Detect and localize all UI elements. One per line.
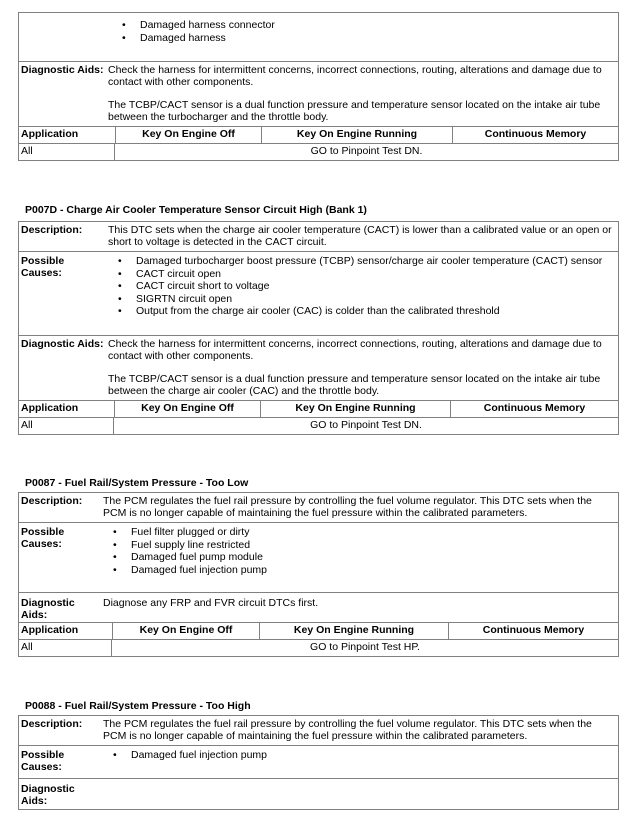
description-text: The PCM regulates the fuel rail pressure by controlling the fuel volume regulator. This DTC sets when the PCM is no longer capable of maintaining the fuel pressure within the calibrated parameters. xyxy=(103,718,592,742)
diagnostic-aids-label: Diagnostic Aids: xyxy=(21,64,104,76)
possible-causes-label: Possible Causes: xyxy=(21,526,65,550)
possible-causes-label: Possible Causes: xyxy=(21,255,65,279)
application-value: All xyxy=(19,418,114,434)
causes-row xyxy=(19,13,618,61)
continuous-memory-header: Continuous Memory xyxy=(448,623,618,639)
application-header-row xyxy=(19,126,618,143)
causes-list xyxy=(116,19,614,44)
application-value-row xyxy=(19,143,618,160)
description-text: The PCM regulates the fuel rail pressure by controlling the fuel volume regulator. This DTC sets when the PCM is no longer capable of maintaining the fuel pressure within the calibrated parameters. xyxy=(103,495,592,519)
koer-header: Key On Engine Running xyxy=(261,127,452,143)
p007d-table xyxy=(18,221,619,435)
diagnostic-aids-row xyxy=(19,335,618,400)
diagnostic-aids-text: Check the harness for intermittent concerns, incorrect connections, routing, alterations and damage due to contact with other components. The TCBP/CACT sensor is a dual function pressure and temperature sensor located on the intake air tube between the turbocharger and the throttle body. xyxy=(108,64,602,123)
list-item: • Fuel filter plugged or dirty xyxy=(107,526,614,539)
diagnostic-aids-text xyxy=(99,779,618,809)
application-header-row xyxy=(19,622,618,639)
list-item: • Damaged fuel injection pump xyxy=(107,749,614,762)
application-header: Application xyxy=(21,128,79,140)
application-value-row xyxy=(19,417,618,434)
description-text: This DTC sets when the charge air cooler temperature (CACT) is lower than a calibrated value or an open or short to voltage is detected in the CACT circuit. xyxy=(108,224,612,248)
list-item: • Fuel supply line restricted xyxy=(107,539,614,552)
dtc-title-p007d: P007D - Charge Air Cooler Temperature Sensor Circuit High (Bank 1) xyxy=(25,204,367,216)
diagnostic-aids-row xyxy=(19,592,618,622)
list-item: • Output from the charge air cooler (CAC) is colder than the calibrated threshold xyxy=(112,305,614,318)
causes-list xyxy=(107,749,614,762)
pinpoint-test-link: GO to Pinpoint Test DN. xyxy=(310,419,422,431)
koeo-header: Key On Engine Off xyxy=(112,623,259,639)
description-row xyxy=(19,222,618,251)
pinpoint-test-link: GO to Pinpoint Test HP. xyxy=(310,641,420,653)
description-row xyxy=(19,716,618,745)
description-label: Description: xyxy=(21,224,83,236)
list-item: • Damaged fuel pump module xyxy=(107,551,614,564)
application-header: Application xyxy=(21,624,79,636)
list-item: • Damaged turbocharger boost pressure (TCBP) sensor/charge air cooler temperature (CACT) sensor xyxy=(112,255,614,268)
causes-cell xyxy=(104,252,618,335)
list-item: • Damaged harness connector xyxy=(116,19,614,32)
list-item: • CACT circuit open xyxy=(112,268,614,281)
causes-row xyxy=(19,251,618,335)
list-item: • SIGRTN circuit open xyxy=(112,293,614,306)
description-row xyxy=(19,493,618,522)
list-item: • Damaged harness xyxy=(116,32,614,45)
diagnostic-aids-label: Diagnostic Aids: xyxy=(21,597,75,621)
continuous-memory-header: Continuous Memory xyxy=(450,401,618,417)
list-item: • Damaged fuel injection pump xyxy=(107,564,614,577)
koeo-header: Key On Engine Off xyxy=(115,127,261,143)
causes-row xyxy=(19,522,618,592)
koeo-header: Key On Engine Off xyxy=(114,401,260,417)
list-item: • CACT circuit short to voltage xyxy=(112,280,614,293)
causes-list xyxy=(107,526,614,576)
application-header: Application xyxy=(21,402,79,414)
application-value: All xyxy=(19,144,115,160)
pinpoint-test-link: GO to Pinpoint Test DN. xyxy=(310,145,423,157)
p0087-table xyxy=(18,492,619,657)
description-label: Description: xyxy=(21,718,83,730)
possible-causes-label: Possible Causes: xyxy=(21,749,65,773)
application-header-row xyxy=(19,400,618,417)
causes-list xyxy=(112,255,614,318)
diagnostic-aids-row xyxy=(19,61,618,126)
causes-row xyxy=(19,745,618,778)
diagnostic-aids-text: Check the harness for intermittent concerns, incorrect connections, routing, alterations and damage due to contact with other components. The TCBP/CACT sensor is a dual function pressure and temperature sensor located on the intake air tube between the charge air cooler (CAC) and the throttle body. xyxy=(108,338,602,397)
causes-cell xyxy=(99,746,618,778)
dtc-title-p0087: P0087 - Fuel Rail/System Pressure - Too Low xyxy=(25,477,249,489)
top-dtc-table xyxy=(18,12,619,161)
koer-header: Key On Engine Running xyxy=(260,401,450,417)
diagnostic-aids-label: Diagnostic Aids: xyxy=(21,338,104,350)
application-value: All xyxy=(19,640,112,656)
diagnostic-aids-row xyxy=(19,778,618,809)
dtc-title-p0088: P0088 - Fuel Rail/System Pressure - Too High xyxy=(25,700,251,712)
causes-cell xyxy=(99,523,618,592)
koer-header: Key On Engine Running xyxy=(259,623,448,639)
diagnostic-aids-label: Diagnostic Aids: xyxy=(21,783,75,807)
causes-cell xyxy=(99,13,618,61)
p0088-table xyxy=(18,715,619,810)
application-value-row xyxy=(19,639,618,656)
description-label: Description: xyxy=(21,495,83,507)
continuous-memory-header: Continuous Memory xyxy=(452,127,618,143)
diagnostic-aids-text: Diagnose any FRP and FVR circuit DTCs first. xyxy=(103,597,319,609)
